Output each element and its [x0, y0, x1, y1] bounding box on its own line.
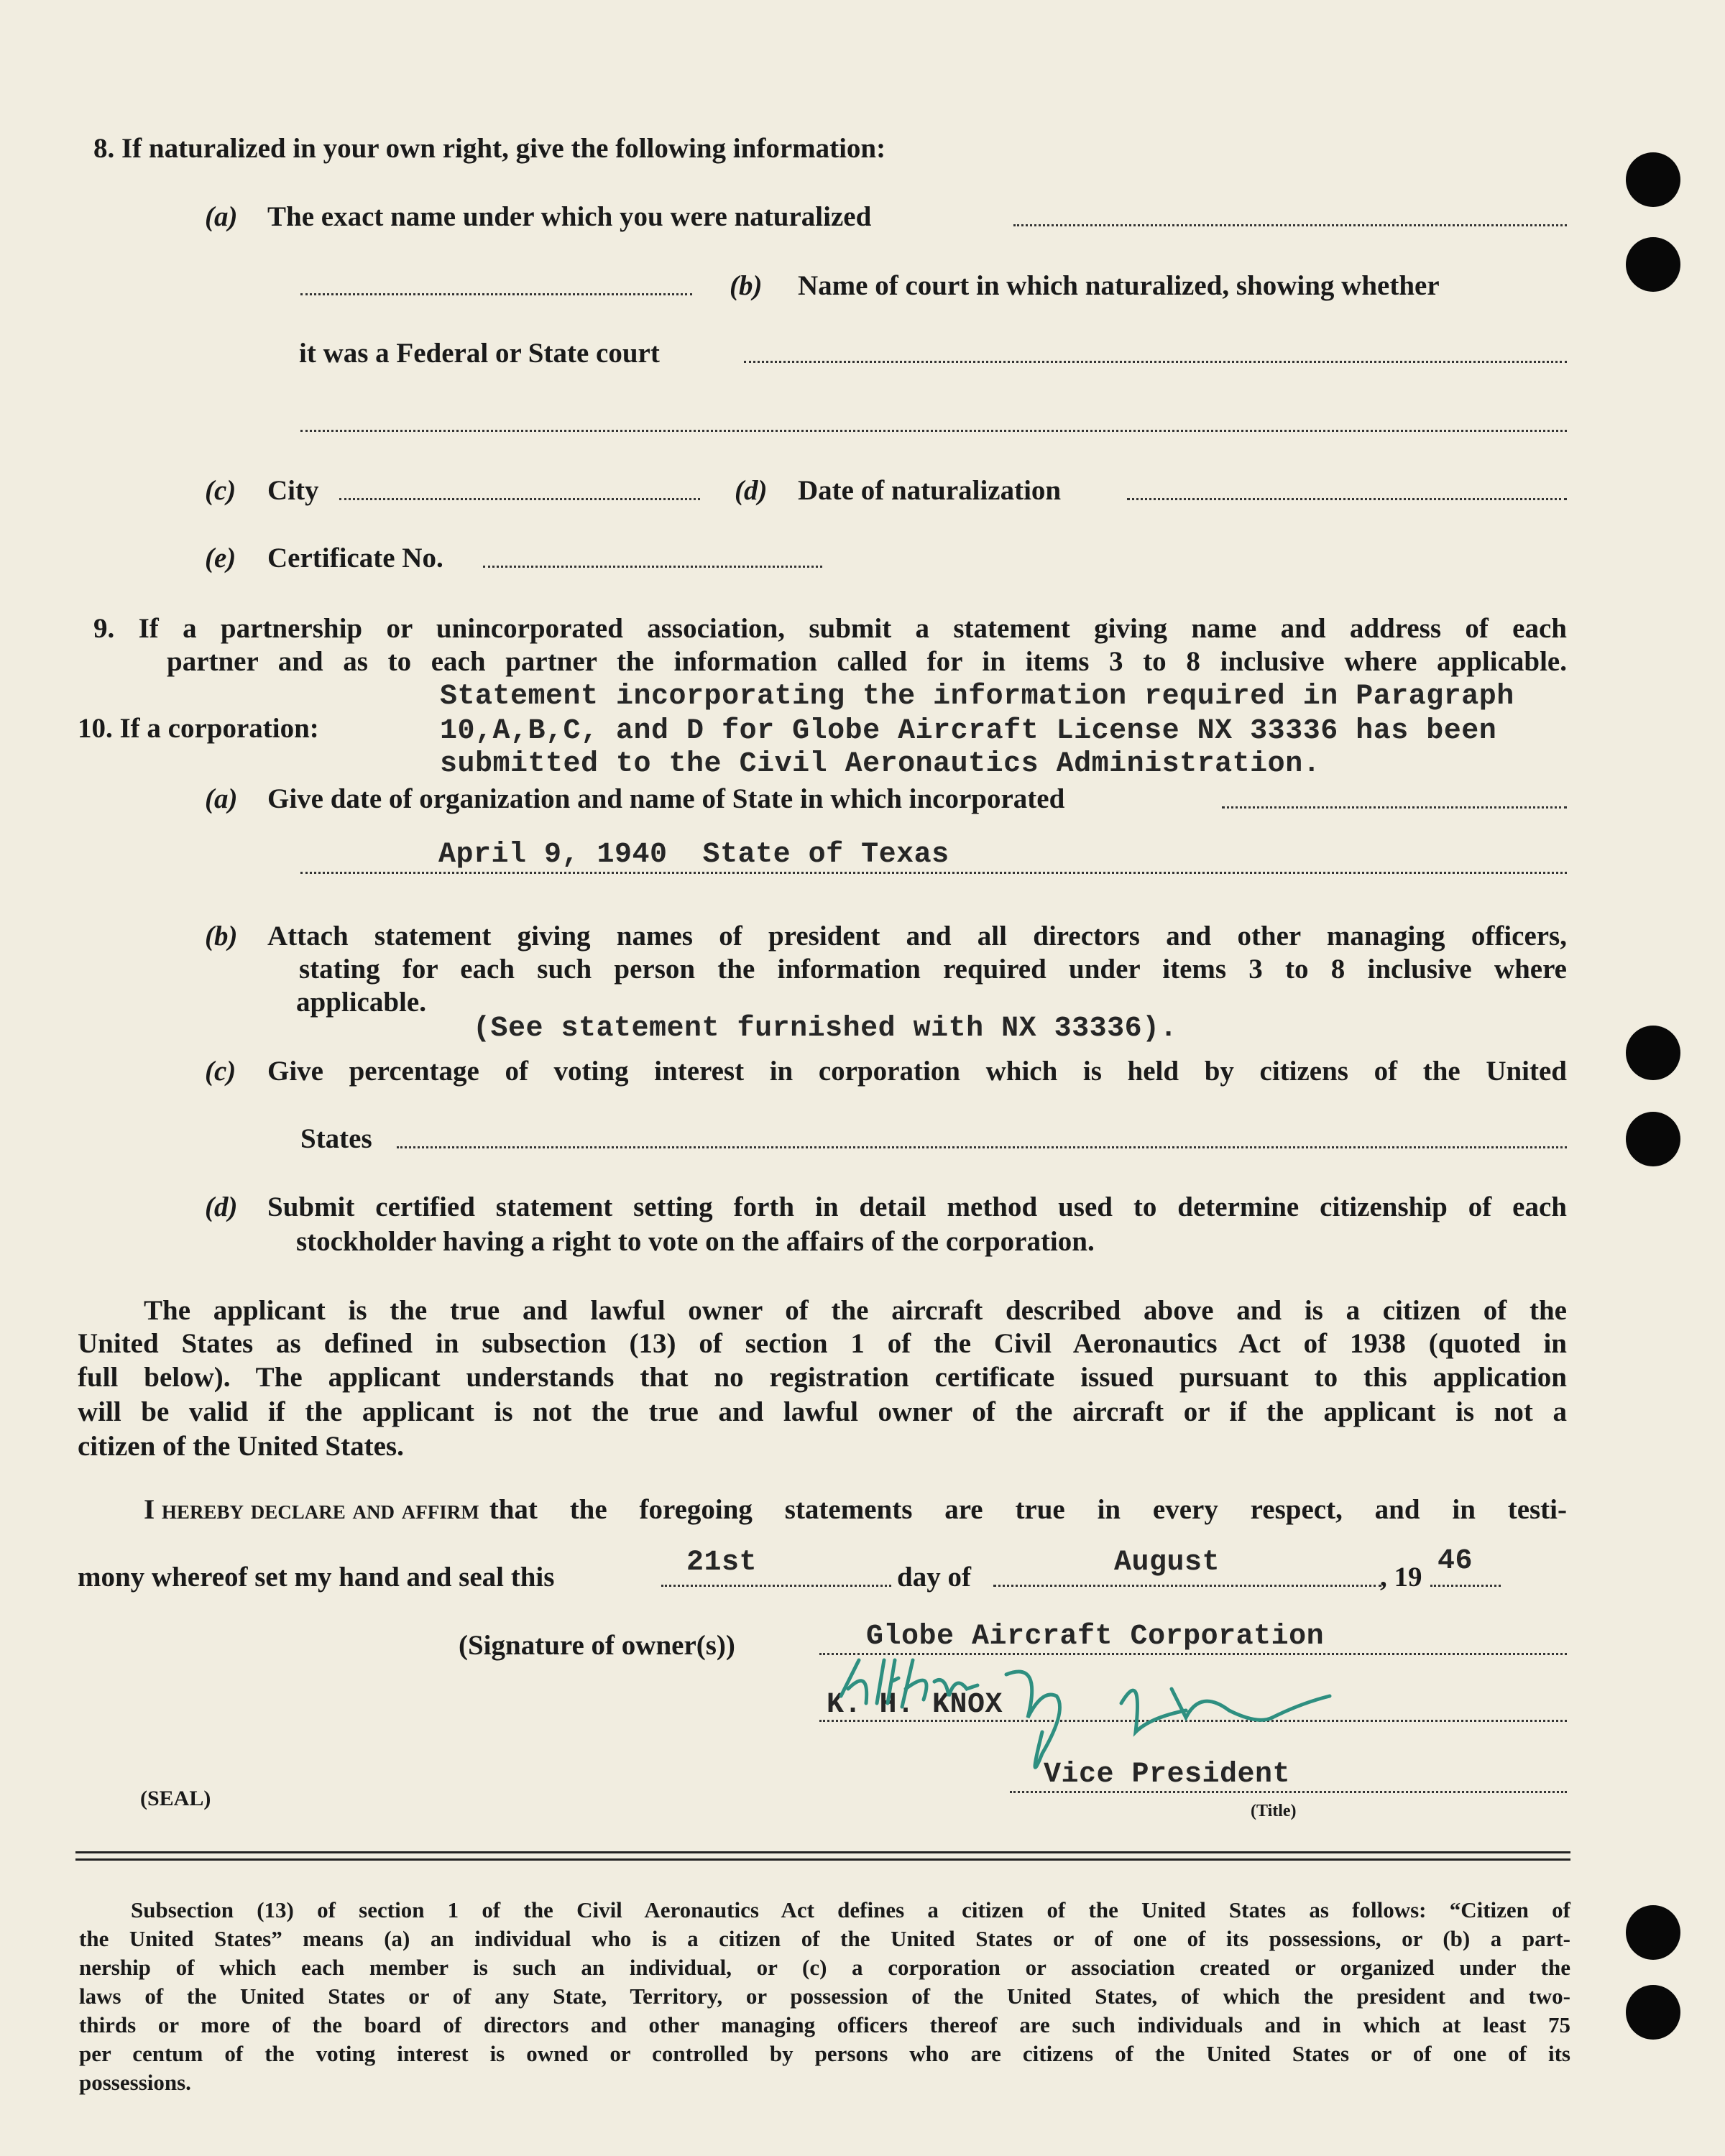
title-label: (Title)	[1251, 1802, 1297, 1820]
item10-a-label: (a)	[205, 783, 238, 814]
signature-label: (Signature of owner(s))	[459, 1630, 735, 1661]
typed-statement-line: 10,A,B,C, and D for Globe Aircraft License NX 33336 has been	[440, 715, 1497, 747]
punch-hole	[1626, 1905, 1680, 1960]
item8-c-label: (c)	[205, 475, 236, 506]
footnote-line: the United States” means (a) an individual who is a citizen of the United States or of one of its possessions, or (b) a part-	[79, 1926, 1570, 1951]
affirm-line2b: day of	[897, 1562, 971, 1593]
typed-statement-line: Statement incorporating the information required in Paragraph	[440, 681, 1514, 713]
item8-d-label: (d)	[735, 475, 768, 506]
statement-reference: (See statement furnished with NX 33336).	[473, 1013, 1178, 1045]
naturalization-date-field[interactable]	[1127, 498, 1567, 500]
seal-label: (SEAL)	[140, 1787, 211, 1810]
item8-b-text2: it was a Federal or State court	[299, 338, 660, 369]
affirm-rest: that the foregoing statements are true in every respect, and in testi-	[489, 1494, 1567, 1525]
footnote-line: possessions.	[79, 2070, 191, 2095]
punch-hole	[1626, 237, 1680, 292]
typed-statement-line: submitted to the Civil Aeronautics Administration.	[440, 748, 1321, 780]
item10-c-line1: Give percentage of voting interest in corporation which is held by citizens of the United	[267, 1056, 1567, 1087]
item10-heading: 10. If a corporation:	[78, 713, 319, 744]
item8-d-text: Date of naturalization	[798, 475, 1062, 506]
incorporation-field-cont[interactable]	[300, 872, 1567, 874]
item10-b-line3: applicable.	[296, 987, 426, 1018]
title-field[interactable]	[1010, 1791, 1567, 1793]
item8-a-text: The exact name under which you were naturalized	[267, 201, 872, 232]
item8-b-text: Name of court in which naturalized, showing whether	[798, 270, 1440, 301]
footnote-line: laws of the United States or of any State, Territory, or possession of the United States, of which the president and two-	[79, 1984, 1570, 2009]
affirm-line2c: , 19	[1380, 1562, 1422, 1593]
naturalized-name-field[interactable]	[1013, 224, 1567, 226]
item8-c-text: City	[267, 475, 319, 506]
item10-c-label: (c)	[205, 1056, 236, 1087]
incorporation-field[interactable]	[1222, 806, 1567, 808]
footnote-line: nership of which each member is such an individual, or (c) a corporation or association created or organized under the	[79, 1955, 1570, 1980]
naturalized-name-field-cont[interactable]	[300, 293, 692, 295]
month-field[interactable]	[993, 1585, 1381, 1587]
footnote-line: per centum of the voting interest is owned or controlled by persons who are citizens of the United States or of one of its	[79, 2041, 1570, 2066]
item9-line1: 9. If a partnership or unincorporated association, submit a statement giving name and address of each	[93, 613, 1567, 644]
item10-a-text: Give date of organization and name of State in which incorporated	[267, 783, 1065, 814]
item10-c-line2: States	[300, 1123, 372, 1154]
affirm-line1	[144, 1493, 1567, 1526]
item10-d-line2: stockholder having a right to vote on the affairs of the corporation.	[296, 1226, 1095, 1257]
declaration-line: full below). The applicant understands that no registration certificate issued pursuant to this application	[78, 1362, 1567, 1393]
court-field[interactable]	[744, 361, 1567, 363]
item8-a-label: (a)	[205, 201, 238, 232]
day-field[interactable]	[661, 1585, 891, 1587]
item9-line2: partner and as to each partner the information called for in items 3 to 8 inclusive where applicable.	[167, 646, 1567, 677]
declaration-line: citizen of the United States.	[78, 1431, 404, 1462]
month-value: August	[1114, 1547, 1220, 1579]
punch-hole	[1626, 152, 1680, 207]
city-field[interactable]	[339, 498, 700, 500]
item10-b-label: (b)	[205, 921, 238, 952]
item10-d-label: (d)	[205, 1192, 238, 1222]
year-field[interactable]	[1430, 1585, 1501, 1587]
item8-e-text: Certificate No.	[267, 543, 443, 573]
incorporation-value: April 9, 1940 State of Texas	[438, 839, 949, 871]
punch-hole	[1626, 1985, 1680, 2040]
punch-hole	[1626, 1026, 1680, 1080]
divider-rule	[75, 1851, 1570, 1853]
item10-b-line1: Attach statement giving names of president and all directors and other managing officers,	[267, 921, 1567, 952]
declaration-line: The applicant is the true and lawful owner of the aircraft described above and is a citizen of the	[144, 1295, 1567, 1326]
item10-b-line2: stating for each such person the information required under items 3 to 8 inclusive where	[299, 954, 1567, 985]
affirm-line2a: mony whereof set my hand and seal this	[78, 1562, 555, 1593]
court-field-cont[interactable]	[300, 430, 1567, 432]
punch-hole	[1626, 1112, 1680, 1166]
declaration-line: will be valid if the applicant is not the true and lawful owner of the aircraft or if the applicant is not a	[78, 1396, 1567, 1427]
declaration-line: United States as defined in subsection (13) of section 1 of the Civil Aeronautics Act of 1938 (quoted in	[78, 1328, 1567, 1359]
footnote-line: Subsection (13) of section 1 of the Civil Aeronautics Act defines a citizen of the United States as follows: “Citizen of	[131, 1897, 1570, 1922]
item8-b-label: (b)	[730, 270, 763, 301]
footnote	[79, 1896, 1570, 2097]
divider-rule	[75, 1858, 1570, 1861]
certificate-number-field[interactable]	[483, 566, 822, 568]
item8-e-label: (e)	[205, 543, 236, 573]
affirm-caps: I hereby declare and affirm	[144, 1494, 479, 1525]
signer-name: K. H. KNOX	[827, 1689, 1003, 1721]
owner-name: Globe Aircraft Corporation	[866, 1621, 1325, 1653]
footnote-line: thirds or more of the board of directors and other managing officers thereof are such individuals and in which at least 75	[79, 2012, 1570, 2037]
title-value: Vice President	[1044, 1759, 1291, 1791]
voting-percentage-field[interactable]	[397, 1146, 1567, 1148]
item8-heading: 8. If naturalized in your own right, give the following information:	[93, 133, 886, 164]
year-value: 46	[1438, 1545, 1473, 1577]
item10-d-line1: Submit certified statement setting forth in detail method used to determine citizenship of each	[267, 1192, 1567, 1222]
day-value: 21st	[686, 1547, 758, 1579]
